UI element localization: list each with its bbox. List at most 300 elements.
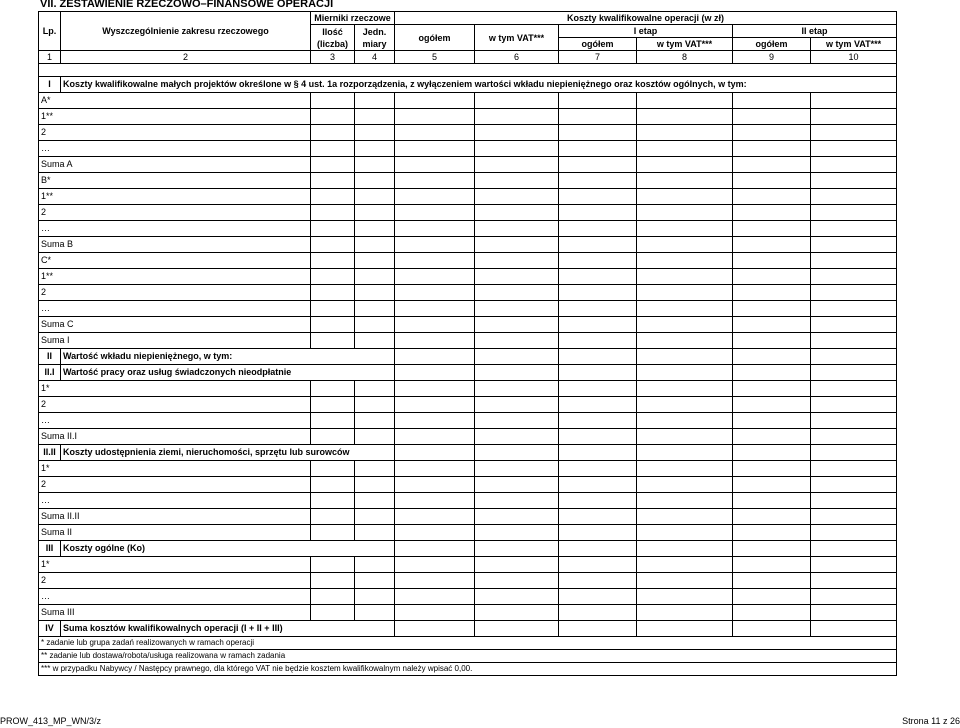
row-number: I bbox=[39, 77, 61, 93]
amount-cell[interactable] bbox=[637, 589, 733, 605]
row-label: 2 bbox=[39, 205, 311, 221]
amount-cell[interactable] bbox=[395, 525, 475, 541]
amount-cell[interactable] bbox=[637, 397, 733, 413]
amount-cell[interactable] bbox=[637, 221, 733, 237]
row-number: II bbox=[39, 349, 61, 365]
amount-cell[interactable] bbox=[311, 413, 355, 429]
amount-cell[interactable] bbox=[475, 493, 559, 509]
header-etap2-vat: w tym VAT*** bbox=[811, 38, 897, 51]
amount-cell[interactable] bbox=[395, 221, 475, 237]
amount-cell[interactable] bbox=[311, 189, 355, 205]
amount-cell[interactable] bbox=[811, 493, 897, 509]
amount-cell[interactable] bbox=[559, 461, 637, 477]
amount-cell[interactable] bbox=[733, 445, 811, 461]
amount-cell[interactable] bbox=[311, 157, 355, 173]
amount-cell[interactable] bbox=[355, 253, 395, 269]
table-row bbox=[39, 109, 897, 125]
amount-cell[interactable] bbox=[637, 541, 733, 557]
amount-cell[interactable] bbox=[637, 525, 733, 541]
amount-cell[interactable] bbox=[733, 509, 811, 525]
amount-cell[interactable] bbox=[311, 285, 355, 301]
amount-cell[interactable] bbox=[395, 477, 475, 493]
row-heading: Suma kosztów kwalifikowalnych operacji (I + II + III) bbox=[61, 621, 395, 637]
amount-cell[interactable] bbox=[311, 205, 355, 221]
amount-cell[interactable] bbox=[395, 365, 475, 381]
amount-cell[interactable] bbox=[475, 365, 559, 381]
amount-cell[interactable] bbox=[475, 237, 559, 253]
table-row bbox=[39, 429, 897, 445]
amount-cell[interactable] bbox=[637, 93, 733, 109]
row-label: Suma C bbox=[39, 317, 311, 333]
amount-cell[interactable] bbox=[475, 317, 559, 333]
amount-cell[interactable] bbox=[733, 573, 811, 589]
row-label: 1** bbox=[39, 109, 311, 125]
amount-cell[interactable] bbox=[733, 221, 811, 237]
amount-cell[interactable] bbox=[475, 157, 559, 173]
amount-cell[interactable] bbox=[355, 157, 395, 173]
amount-cell[interactable] bbox=[811, 525, 897, 541]
amount-cell[interactable] bbox=[559, 605, 637, 621]
amount-cell[interactable] bbox=[559, 269, 637, 285]
col-num: 10 bbox=[811, 51, 897, 64]
amount-cell[interactable] bbox=[355, 525, 395, 541]
amount-cell[interactable] bbox=[355, 189, 395, 205]
amount-cell[interactable] bbox=[395, 461, 475, 477]
amount-cell[interactable] bbox=[637, 509, 733, 525]
amount-cell[interactable] bbox=[355, 285, 395, 301]
amount-cell[interactable] bbox=[733, 301, 811, 317]
amount-cell[interactable] bbox=[637, 365, 733, 381]
amount-cell[interactable] bbox=[355, 397, 395, 413]
amount-cell[interactable] bbox=[637, 253, 733, 269]
amount-cell[interactable] bbox=[559, 237, 637, 253]
amount-cell[interactable] bbox=[475, 301, 559, 317]
amount-cell[interactable] bbox=[395, 541, 475, 557]
amount-cell[interactable] bbox=[395, 253, 475, 269]
amount-cell[interactable] bbox=[811, 237, 897, 253]
amount-cell[interactable] bbox=[559, 205, 637, 221]
amount-cell[interactable] bbox=[475, 541, 559, 557]
amount-cell[interactable] bbox=[637, 189, 733, 205]
amount-cell[interactable] bbox=[475, 285, 559, 301]
amount-cell[interactable] bbox=[637, 141, 733, 157]
amount-cell[interactable] bbox=[811, 333, 897, 349]
amount-cell[interactable] bbox=[811, 605, 897, 621]
amount-cell[interactable] bbox=[559, 509, 637, 525]
amount-cell[interactable] bbox=[637, 125, 733, 141]
amount-cell[interactable] bbox=[355, 109, 395, 125]
amount-cell[interactable] bbox=[733, 93, 811, 109]
page-number: Strona 11 z 26 bbox=[902, 716, 960, 726]
amount-cell[interactable] bbox=[559, 173, 637, 189]
amount-cell[interactable] bbox=[637, 477, 733, 493]
row-label: 2 bbox=[39, 397, 311, 413]
amount-cell[interactable] bbox=[733, 317, 811, 333]
amount-cell[interactable] bbox=[311, 333, 355, 349]
header-etap1-vat: w tym VAT*** bbox=[637, 38, 733, 51]
amount-cell[interactable] bbox=[733, 365, 811, 381]
amount-cell[interactable] bbox=[475, 349, 559, 365]
amount-cell[interactable] bbox=[733, 109, 811, 125]
amount-cell[interactable] bbox=[355, 429, 395, 445]
amount-cell[interactable] bbox=[811, 541, 897, 557]
row-label: Suma II.I bbox=[39, 429, 311, 445]
amount-cell[interactable] bbox=[475, 413, 559, 429]
amount-cell[interactable] bbox=[395, 317, 475, 333]
amount-cell[interactable] bbox=[811, 365, 897, 381]
amount-cell[interactable] bbox=[559, 141, 637, 157]
amount-cell[interactable] bbox=[733, 541, 811, 557]
amount-cell[interactable] bbox=[637, 317, 733, 333]
amount-cell[interactable] bbox=[559, 413, 637, 429]
amount-cell[interactable] bbox=[811, 285, 897, 301]
amount-cell[interactable] bbox=[559, 349, 637, 365]
amount-cell[interactable] bbox=[311, 317, 355, 333]
amount-cell[interactable] bbox=[475, 525, 559, 541]
amount-cell[interactable] bbox=[475, 333, 559, 349]
amount-cell[interactable] bbox=[637, 381, 733, 397]
row-label: Suma A bbox=[39, 157, 311, 173]
amount-cell[interactable] bbox=[733, 477, 811, 493]
amount-cell[interactable] bbox=[811, 125, 897, 141]
amount-cell[interactable] bbox=[811, 557, 897, 573]
amount-cell[interactable] bbox=[733, 461, 811, 477]
amount-cell[interactable] bbox=[475, 445, 559, 461]
col-num: 3 bbox=[311, 51, 355, 64]
amount-cell[interactable] bbox=[811, 317, 897, 333]
amount-cell[interactable] bbox=[559, 317, 637, 333]
amount-cell[interactable] bbox=[559, 445, 637, 461]
section-title: VII. ZESTAWIENIE RZECZOWO–FINANSOWE OPERACJI bbox=[40, 0, 334, 10]
amount-cell[interactable] bbox=[559, 93, 637, 109]
amount-cell[interactable] bbox=[637, 413, 733, 429]
amount-cell[interactable] bbox=[311, 125, 355, 141]
amount-cell[interactable] bbox=[395, 493, 475, 509]
amount-cell[interactable] bbox=[355, 557, 395, 573]
amount-cell[interactable] bbox=[637, 493, 733, 509]
amount-cell[interactable] bbox=[559, 301, 637, 317]
amount-cell[interactable] bbox=[475, 269, 559, 285]
amount-cell[interactable] bbox=[355, 333, 395, 349]
amount-cell[interactable] bbox=[559, 381, 637, 397]
amount-cell[interactable] bbox=[395, 573, 475, 589]
header-zakres: Wyszczególnienie zakresu rzeczowego bbox=[61, 12, 311, 51]
amount-cell[interactable] bbox=[811, 621, 897, 637]
amount-cell[interactable] bbox=[355, 141, 395, 157]
row-label: 1** bbox=[39, 269, 311, 285]
amount-cell[interactable] bbox=[559, 285, 637, 301]
amount-cell[interactable] bbox=[811, 189, 897, 205]
amount-cell[interactable] bbox=[395, 157, 475, 173]
amount-cell[interactable] bbox=[475, 205, 559, 221]
amount-cell[interactable] bbox=[311, 269, 355, 285]
amount-cell[interactable] bbox=[475, 173, 559, 189]
amount-cell[interactable] bbox=[733, 413, 811, 429]
amount-cell[interactable] bbox=[355, 93, 395, 109]
amount-cell[interactable] bbox=[811, 157, 897, 173]
amount-cell[interactable] bbox=[355, 413, 395, 429]
amount-cell[interactable] bbox=[811, 301, 897, 317]
amount-cell[interactable] bbox=[475, 509, 559, 525]
amount-cell[interactable] bbox=[355, 221, 395, 237]
header-ogolem: ogółem bbox=[395, 25, 475, 51]
amount-cell[interactable] bbox=[395, 621, 475, 637]
amount-cell[interactable] bbox=[475, 109, 559, 125]
amount-cell[interactable] bbox=[475, 93, 559, 109]
amount-cell[interactable] bbox=[311, 237, 355, 253]
amount-cell[interactable] bbox=[559, 589, 637, 605]
amount-cell[interactable] bbox=[733, 173, 811, 189]
amount-cell[interactable] bbox=[355, 173, 395, 189]
amount-cell[interactable] bbox=[811, 509, 897, 525]
amount-cell[interactable] bbox=[733, 621, 811, 637]
amount-cell[interactable] bbox=[637, 333, 733, 349]
amount-cell[interactable] bbox=[475, 381, 559, 397]
amount-cell[interactable] bbox=[637, 173, 733, 189]
amount-cell[interactable] bbox=[395, 269, 475, 285]
amount-cell[interactable] bbox=[637, 621, 733, 637]
amount-cell[interactable] bbox=[311, 573, 355, 589]
amount-cell[interactable] bbox=[559, 525, 637, 541]
amount-cell[interactable] bbox=[311, 141, 355, 157]
amount-cell[interactable] bbox=[355, 269, 395, 285]
amount-cell[interactable] bbox=[811, 413, 897, 429]
amount-cell[interactable] bbox=[559, 221, 637, 237]
amount-cell[interactable] bbox=[637, 573, 733, 589]
amount-cell[interactable] bbox=[637, 269, 733, 285]
table-row bbox=[39, 573, 897, 589]
amount-cell[interactable] bbox=[395, 109, 475, 125]
amount-cell[interactable] bbox=[475, 621, 559, 637]
amount-cell[interactable] bbox=[811, 445, 897, 461]
amount-cell[interactable] bbox=[559, 477, 637, 493]
amount-cell[interactable] bbox=[355, 605, 395, 621]
amount-cell[interactable] bbox=[311, 605, 355, 621]
amount-cell[interactable] bbox=[733, 525, 811, 541]
row-number: II.I bbox=[39, 365, 61, 381]
amount-cell[interactable] bbox=[733, 141, 811, 157]
amount-cell[interactable] bbox=[811, 461, 897, 477]
amount-cell[interactable] bbox=[355, 301, 395, 317]
amount-cell[interactable] bbox=[475, 589, 559, 605]
amount-cell[interactable] bbox=[733, 493, 811, 509]
amount-cell[interactable] bbox=[311, 173, 355, 189]
header-jedn: Jedn. miary bbox=[355, 25, 395, 51]
amount-cell[interactable] bbox=[733, 269, 811, 285]
amount-cell[interactable] bbox=[811, 589, 897, 605]
row-number: III bbox=[39, 541, 61, 557]
amount-cell[interactable] bbox=[811, 381, 897, 397]
amount-cell[interactable] bbox=[395, 349, 475, 365]
amount-cell[interactable] bbox=[637, 429, 733, 445]
amount-cell[interactable] bbox=[475, 557, 559, 573]
table-row bbox=[39, 445, 897, 461]
amount-cell[interactable] bbox=[475, 605, 559, 621]
amount-cell[interactable] bbox=[475, 253, 559, 269]
amount-cell[interactable] bbox=[559, 189, 637, 205]
amount-cell[interactable] bbox=[811, 173, 897, 189]
amount-cell[interactable] bbox=[475, 397, 559, 413]
amount-cell[interactable] bbox=[733, 125, 811, 141]
amount-cell[interactable] bbox=[355, 205, 395, 221]
amount-cell[interactable] bbox=[311, 525, 355, 541]
amount-cell[interactable] bbox=[811, 573, 897, 589]
amount-cell[interactable] bbox=[637, 445, 733, 461]
amount-cell[interactable] bbox=[733, 157, 811, 173]
amount-cell[interactable] bbox=[475, 221, 559, 237]
amount-cell[interactable] bbox=[311, 493, 355, 509]
amount-cell[interactable] bbox=[355, 589, 395, 605]
amount-cell[interactable] bbox=[559, 109, 637, 125]
amount-cell[interactable] bbox=[811, 109, 897, 125]
amount-cell[interactable] bbox=[395, 429, 475, 445]
amount-cell[interactable] bbox=[733, 285, 811, 301]
amount-cell[interactable] bbox=[733, 333, 811, 349]
amount-cell[interactable] bbox=[733, 253, 811, 269]
row-label: 2 bbox=[39, 125, 311, 141]
amount-cell[interactable] bbox=[559, 157, 637, 173]
amount-cell[interactable] bbox=[311, 109, 355, 125]
amount-cell[interactable] bbox=[475, 461, 559, 477]
amount-cell[interactable] bbox=[355, 381, 395, 397]
amount-cell[interactable] bbox=[311, 429, 355, 445]
amount-cell[interactable] bbox=[355, 461, 395, 477]
amount-cell[interactable] bbox=[637, 237, 733, 253]
amount-cell[interactable] bbox=[355, 237, 395, 253]
amount-cell[interactable] bbox=[811, 477, 897, 493]
amount-cell[interactable] bbox=[355, 573, 395, 589]
amount-cell[interactable] bbox=[475, 477, 559, 493]
amount-cell[interactable] bbox=[733, 381, 811, 397]
amount-cell[interactable] bbox=[637, 109, 733, 125]
amount-cell[interactable] bbox=[395, 333, 475, 349]
amount-cell[interactable] bbox=[395, 589, 475, 605]
amount-cell[interactable] bbox=[559, 493, 637, 509]
row-label: … bbox=[39, 221, 311, 237]
amount-cell[interactable] bbox=[733, 557, 811, 573]
amount-cell[interactable] bbox=[811, 253, 897, 269]
amount-cell[interactable] bbox=[811, 93, 897, 109]
amount-cell[interactable] bbox=[395, 285, 475, 301]
amount-cell[interactable] bbox=[811, 205, 897, 221]
amount-cell[interactable] bbox=[311, 381, 355, 397]
amount-cell[interactable] bbox=[311, 253, 355, 269]
amount-cell[interactable] bbox=[311, 509, 355, 525]
amount-cell[interactable] bbox=[355, 125, 395, 141]
amount-cell[interactable] bbox=[395, 189, 475, 205]
amount-cell[interactable] bbox=[637, 157, 733, 173]
amount-cell[interactable] bbox=[559, 365, 637, 381]
amount-cell[interactable] bbox=[395, 605, 475, 621]
amount-cell[interactable] bbox=[395, 173, 475, 189]
amount-cell[interactable] bbox=[637, 461, 733, 477]
amount-cell[interactable] bbox=[355, 317, 395, 333]
row-heading: Wartość pracy oraz usług świadczonych nieodpłatnie bbox=[61, 365, 395, 381]
amount-cell[interactable] bbox=[637, 557, 733, 573]
amount-cell[interactable] bbox=[811, 221, 897, 237]
amount-cell[interactable] bbox=[355, 493, 395, 509]
amount-cell[interactable] bbox=[811, 141, 897, 157]
table-row bbox=[39, 621, 897, 637]
amount-cell[interactable] bbox=[395, 237, 475, 253]
amount-cell[interactable] bbox=[733, 237, 811, 253]
amount-cell[interactable] bbox=[311, 301, 355, 317]
amount-cell[interactable] bbox=[395, 397, 475, 413]
row-label: Suma B bbox=[39, 237, 311, 253]
amount-cell[interactable] bbox=[637, 605, 733, 621]
amount-cell[interactable] bbox=[559, 333, 637, 349]
amount-cell[interactable] bbox=[559, 397, 637, 413]
amount-cell[interactable] bbox=[559, 429, 637, 445]
amount-cell[interactable] bbox=[811, 349, 897, 365]
amount-cell[interactable] bbox=[733, 205, 811, 221]
amount-cell[interactable] bbox=[811, 397, 897, 413]
amount-cell[interactable] bbox=[475, 141, 559, 157]
amount-cell[interactable] bbox=[311, 461, 355, 477]
amount-cell[interactable] bbox=[475, 429, 559, 445]
amount-cell[interactable] bbox=[395, 413, 475, 429]
amount-cell[interactable] bbox=[395, 557, 475, 573]
amount-cell[interactable] bbox=[475, 189, 559, 205]
amount-cell[interactable] bbox=[395, 509, 475, 525]
amount-cell[interactable] bbox=[811, 429, 897, 445]
amount-cell[interactable] bbox=[395, 141, 475, 157]
amount-cell[interactable] bbox=[559, 541, 637, 557]
amount-cell[interactable] bbox=[733, 429, 811, 445]
amount-cell[interactable] bbox=[311, 477, 355, 493]
amount-cell[interactable] bbox=[733, 589, 811, 605]
amount-cell[interactable] bbox=[559, 125, 637, 141]
amount-cell[interactable] bbox=[637, 349, 733, 365]
amount-cell[interactable] bbox=[559, 621, 637, 637]
amount-cell[interactable] bbox=[733, 605, 811, 621]
amount-cell[interactable] bbox=[395, 125, 475, 141]
row-label: Suma II.II bbox=[39, 509, 311, 525]
row-label: 1* bbox=[39, 461, 311, 477]
amount-cell[interactable] bbox=[395, 93, 475, 109]
amount-cell[interactable] bbox=[733, 397, 811, 413]
amount-cell[interactable] bbox=[311, 557, 355, 573]
table-row bbox=[39, 189, 897, 205]
amount-cell[interactable] bbox=[395, 381, 475, 397]
amount-cell[interactable] bbox=[395, 301, 475, 317]
amount-cell[interactable] bbox=[311, 397, 355, 413]
amount-cell[interactable] bbox=[355, 509, 395, 525]
amount-cell[interactable] bbox=[311, 93, 355, 109]
amount-cell[interactable] bbox=[395, 205, 475, 221]
amount-cell[interactable] bbox=[637, 301, 733, 317]
amount-cell[interactable] bbox=[559, 253, 637, 269]
row-label: Suma II bbox=[39, 525, 311, 541]
amount-cell[interactable] bbox=[811, 269, 897, 285]
header-lp: Lp. bbox=[39, 12, 61, 51]
amount-cell[interactable] bbox=[311, 589, 355, 605]
amount-cell[interactable] bbox=[475, 125, 559, 141]
amount-cell[interactable] bbox=[311, 221, 355, 237]
amount-cell[interactable] bbox=[355, 477, 395, 493]
amount-cell[interactable] bbox=[637, 205, 733, 221]
footnote: *** w przypadku Nabywcy / Następcy prawnego, dla którego VAT nie będzie kosztem kwalifikowalnym należy wpisać 0,00. bbox=[39, 663, 897, 676]
amount-cell[interactable] bbox=[637, 285, 733, 301]
amount-cell[interactable] bbox=[395, 445, 475, 461]
amount-cell[interactable] bbox=[733, 189, 811, 205]
table-row bbox=[39, 77, 897, 93]
amount-cell[interactable] bbox=[559, 573, 637, 589]
amount-cell[interactable] bbox=[475, 573, 559, 589]
amount-cell[interactable] bbox=[733, 349, 811, 365]
amount-cell[interactable] bbox=[559, 557, 637, 573]
row-label: 2 bbox=[39, 477, 311, 493]
